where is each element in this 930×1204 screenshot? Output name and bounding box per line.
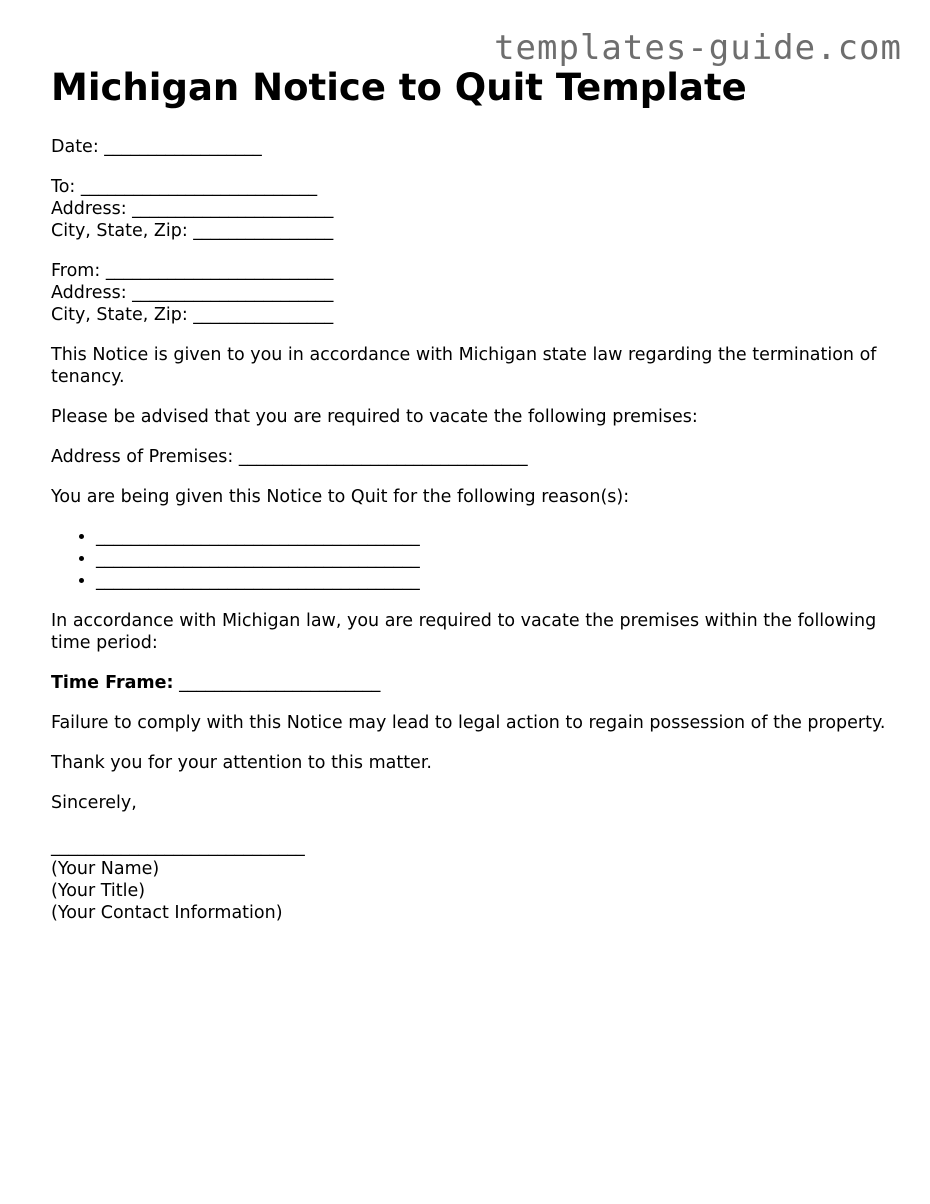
- signature-block: [51, 836, 891, 924]
- closing: Sincerely,: [51, 793, 137, 813]
- to-address-line: Address: _______________________: [51, 199, 334, 219]
- time-frame-blank: _______________________: [173, 673, 381, 693]
- date-line: Date: __________________: [51, 137, 262, 157]
- advised-paragraph: Please be advised that you are required to vacate the following premises:: [51, 407, 698, 427]
- reasons-list: [51, 526, 891, 592]
- signature-line: _____________________________: [51, 837, 305, 857]
- list-item: • _____________________________________: [96, 548, 891, 570]
- recipient-block: [51, 176, 891, 242]
- list-item: • _____________________________________: [96, 526, 891, 548]
- document-title: Michigan Notice to Quit Template: [51, 66, 747, 109]
- time-frame-line: [51, 672, 891, 694]
- thanks-paragraph: Thank you for your attention to this matter.: [51, 753, 432, 773]
- sender-block: [51, 260, 891, 326]
- vacate-paragraph: In accordance with Michigan law, you are required to vacate the premises within the following time period:: [51, 611, 877, 653]
- from-city-line: City, State, Zip: ________________: [51, 305, 334, 325]
- failure-paragraph: Failure to comply with this Notice may lead to legal action to regain possession of the property.: [51, 713, 886, 733]
- reasons-intro: You are being given this Notice to Quit for the following reason(s):: [51, 487, 630, 507]
- watermark: templates-guide.com: [494, 28, 902, 68]
- list-item: • _____________________________________: [96, 570, 891, 592]
- to-line: To: ___________________________: [51, 177, 318, 197]
- your-name: (Your Name): [51, 859, 160, 879]
- document-page: [51, 66, 891, 924]
- premises-line: Address of Premises: _________________________________: [51, 447, 528, 467]
- your-contact: (Your Contact Information): [51, 903, 283, 923]
- intro-paragraph: This Notice is given to you in accordance with Michigan state law regarding the termination of tenancy.: [51, 345, 877, 387]
- time-frame-label: Time Frame:: [51, 673, 174, 693]
- from-line: From: __________________________: [51, 261, 334, 281]
- to-city-line: City, State, Zip: ________________: [51, 221, 334, 241]
- your-title: (Your Title): [51, 881, 146, 901]
- from-address-line: Address: _______________________: [51, 283, 334, 303]
